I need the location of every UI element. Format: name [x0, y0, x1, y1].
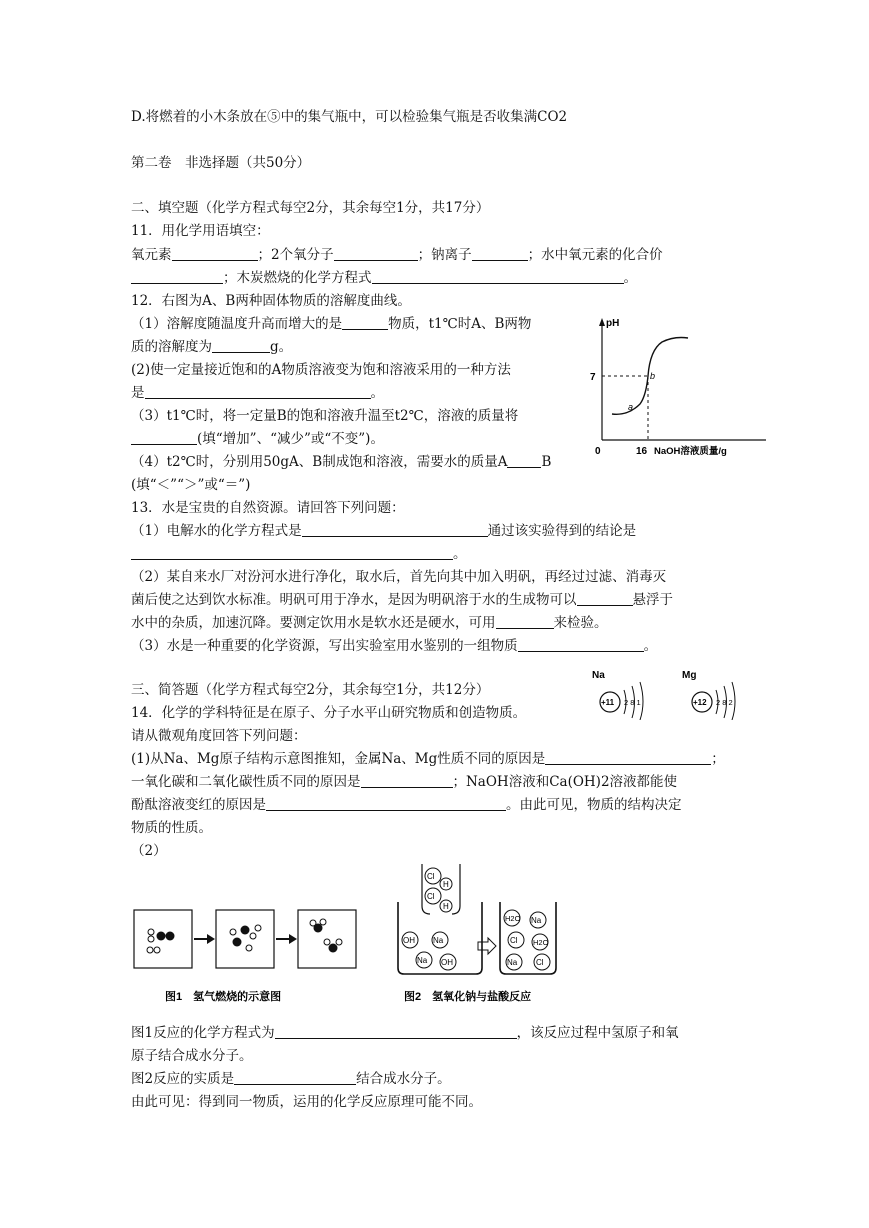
q13-1-line2: 。: [131, 545, 467, 563]
q13-2-line3: 水中的杂质，加速沉降。要测定饮用水是软水还是硬水，可用 来检验。: [131, 615, 608, 631]
q14-1-line3: 酚酞溶液变红的原因是 。由此可见，物质的结构决定: [131, 797, 682, 813]
label-cl: Cl: [510, 936, 518, 945]
fig2-answer: 图2反应的实质是 结合成水分子。: [131, 1071, 451, 1087]
section3-title: 三、简答题（化学方程式每空2分，其余每空1分，共12分）: [131, 682, 490, 698]
blank[interactable]: [234, 1070, 356, 1085]
blank[interactable]: [372, 269, 624, 284]
blank[interactable]: [518, 637, 644, 652]
q13-1-line1: （1）电解水的化学方程式是 通过该实验得到的结论是: [131, 523, 637, 539]
q13-2-line1: （2）某自来水厂对汾河水进行净化，取水后，首先向其中加入明矾，再经过过滤、消毒灭: [131, 569, 667, 585]
q12-2-line2: 是 。: [131, 385, 384, 401]
label-h2o: H2O: [505, 914, 521, 923]
blank[interactable]: [145, 384, 371, 399]
label-cl: Cl: [427, 892, 435, 901]
blank[interactable]: [131, 545, 453, 560]
blank[interactable]: [334, 246, 418, 261]
q11-stem: 11．用化学用语填空：: [131, 223, 270, 239]
q11-line1: 氧元素 ；2个氧分子 ；钠离子 ；水中氧元素的化合价: [131, 247, 663, 263]
q14-ask: 请从微观角度回答下列问题：: [131, 728, 307, 744]
ph-curve-figure: [588, 312, 778, 460]
blank[interactable]: [131, 269, 223, 284]
q11-line2: ；木炭燃烧的化学方程式 。: [131, 269, 637, 287]
ph-x-mark: 16: [636, 446, 648, 457]
label-cl: Cl: [536, 958, 544, 967]
blank[interactable]: [266, 796, 506, 811]
option-d: D.将燃着的小木条放在⑤中的集气瓶中，可以检验集气瓶是否收集满CO2: [131, 109, 568, 125]
label-na: Na: [417, 956, 428, 965]
figure1-hydrogen-combustion: [133, 906, 367, 1006]
part2-title: 第二卷 非选择题（共50分）: [131, 155, 311, 171]
na-symbol: Na: [592, 670, 605, 681]
q14-1-line1: (1)从Na、Mg原子结构示意图推知，金属Na、Mg性质不同的原因是 ；: [131, 751, 725, 767]
blank[interactable]: [212, 338, 270, 353]
q12-3-line1: （3）t1℃时，将一定量B的饱和溶液升温至t2℃，溶液的质量将: [131, 408, 519, 424]
blank[interactable]: [545, 750, 711, 765]
label-h: H: [443, 880, 449, 889]
conclusion: 由此可见：得到同一物质，运用的化学反应原理可能不同。: [131, 1094, 482, 1110]
blank[interactable]: [507, 453, 541, 468]
label-oh: OH: [403, 936, 415, 945]
blank[interactable]: [472, 246, 528, 261]
na-nucleus: +11: [601, 698, 615, 707]
mg-nucleus: +12: [693, 698, 707, 707]
q14-1-line2: 一氧化碳和二氧化碳性质不同的原因是 ；NaOH溶液和Ca(OH)2溶液都能使: [131, 774, 678, 790]
blank[interactable]: [302, 522, 488, 537]
label-cl: Cl: [427, 872, 435, 881]
ph-x-origin: 0: [595, 446, 601, 457]
q12-1-line2: 质的溶解度为 g。: [131, 339, 293, 355]
figure2-neutralization: [392, 862, 562, 1008]
fig1-answer-line1: 图1反应的化学方程式为 ，该反应过程中氢原子和氧: [131, 1025, 679, 1041]
q14-1-line4: 物质的性质。: [131, 820, 212, 836]
label-h2o: H2O: [533, 938, 549, 947]
blank[interactable]: [496, 614, 554, 629]
q12-4-line2: (填“＜”“＞”或“＝”): [131, 477, 251, 493]
ph-label-a: a: [628, 402, 634, 412]
label-na: Na: [507, 958, 518, 967]
blank[interactable]: [275, 1024, 517, 1039]
q12-stem: 12．右图为A、B两种固体物质的溶解度曲线。: [131, 293, 411, 309]
label-na: Na: [531, 916, 542, 925]
section2-title: 二、填空题（化学方程式每空2分，其余每空1分，共17分）: [131, 200, 490, 216]
label-na: Na: [433, 936, 444, 945]
ph-xlabel: NaOH溶液质量/g: [654, 446, 727, 457]
blank[interactable]: [577, 591, 633, 606]
na-atom: [592, 670, 643, 720]
blank[interactable]: [172, 246, 258, 261]
ph-y-mark: 7: [590, 372, 596, 383]
q13-stem: 13．水是宝贵的自然资源。请回答下列问题：: [131, 500, 405, 516]
ph-ylabel: pH: [606, 318, 620, 329]
label-oh: OH: [441, 958, 453, 967]
q13-3: （3）水是一种重要的化学资源，写出实验室用水鉴别的一组物质 。: [131, 638, 658, 654]
q13-2-line2: 菌后使之达到饮水标准。明矾可用于净水，是因为明矾溶于水的生成物可以 悬浮于: [131, 592, 673, 608]
mg-shells: 2 8 2: [716, 698, 733, 707]
mg-symbol: Mg: [682, 670, 697, 681]
blank[interactable]: [361, 773, 453, 788]
q12-3-line2: (填“增加”、“减少”或“不变”)。: [131, 430, 384, 448]
ph-label-b: b: [650, 371, 656, 381]
figure2-caption: 图2 氢氧化钠与盐酸反应: [404, 991, 532, 1003]
fig1-answer-line2: 原子结合成水分子。: [131, 1048, 253, 1064]
q12-2-line1: (2)使一定量接近饱和的A物质溶液变为饱和溶液采用的一种方法: [131, 362, 511, 378]
atom-structure-figure: [588, 666, 758, 720]
q14-stem: 14．化学的学科特征是在原子、分子水平山研究物质和创造物质。: [131, 705, 527, 721]
blank[interactable]: [342, 315, 388, 330]
figure1-caption: 图1 氢气燃烧的示意图: [165, 991, 282, 1003]
q14-2: （2）: [131, 843, 167, 859]
label-h: H: [443, 902, 449, 911]
q12-4-line1: （4）t2℃时，分别用50gA、B制成饱和溶液，需要水的质量A B: [131, 454, 552, 470]
mg-atom: [682, 670, 735, 720]
q12-1-line1: （1）溶解度随温度升高而增大的是 物质，t1℃时A、B两物: [131, 316, 532, 332]
blank[interactable]: [131, 430, 197, 445]
na-shells: 2 8 1: [624, 698, 641, 707]
